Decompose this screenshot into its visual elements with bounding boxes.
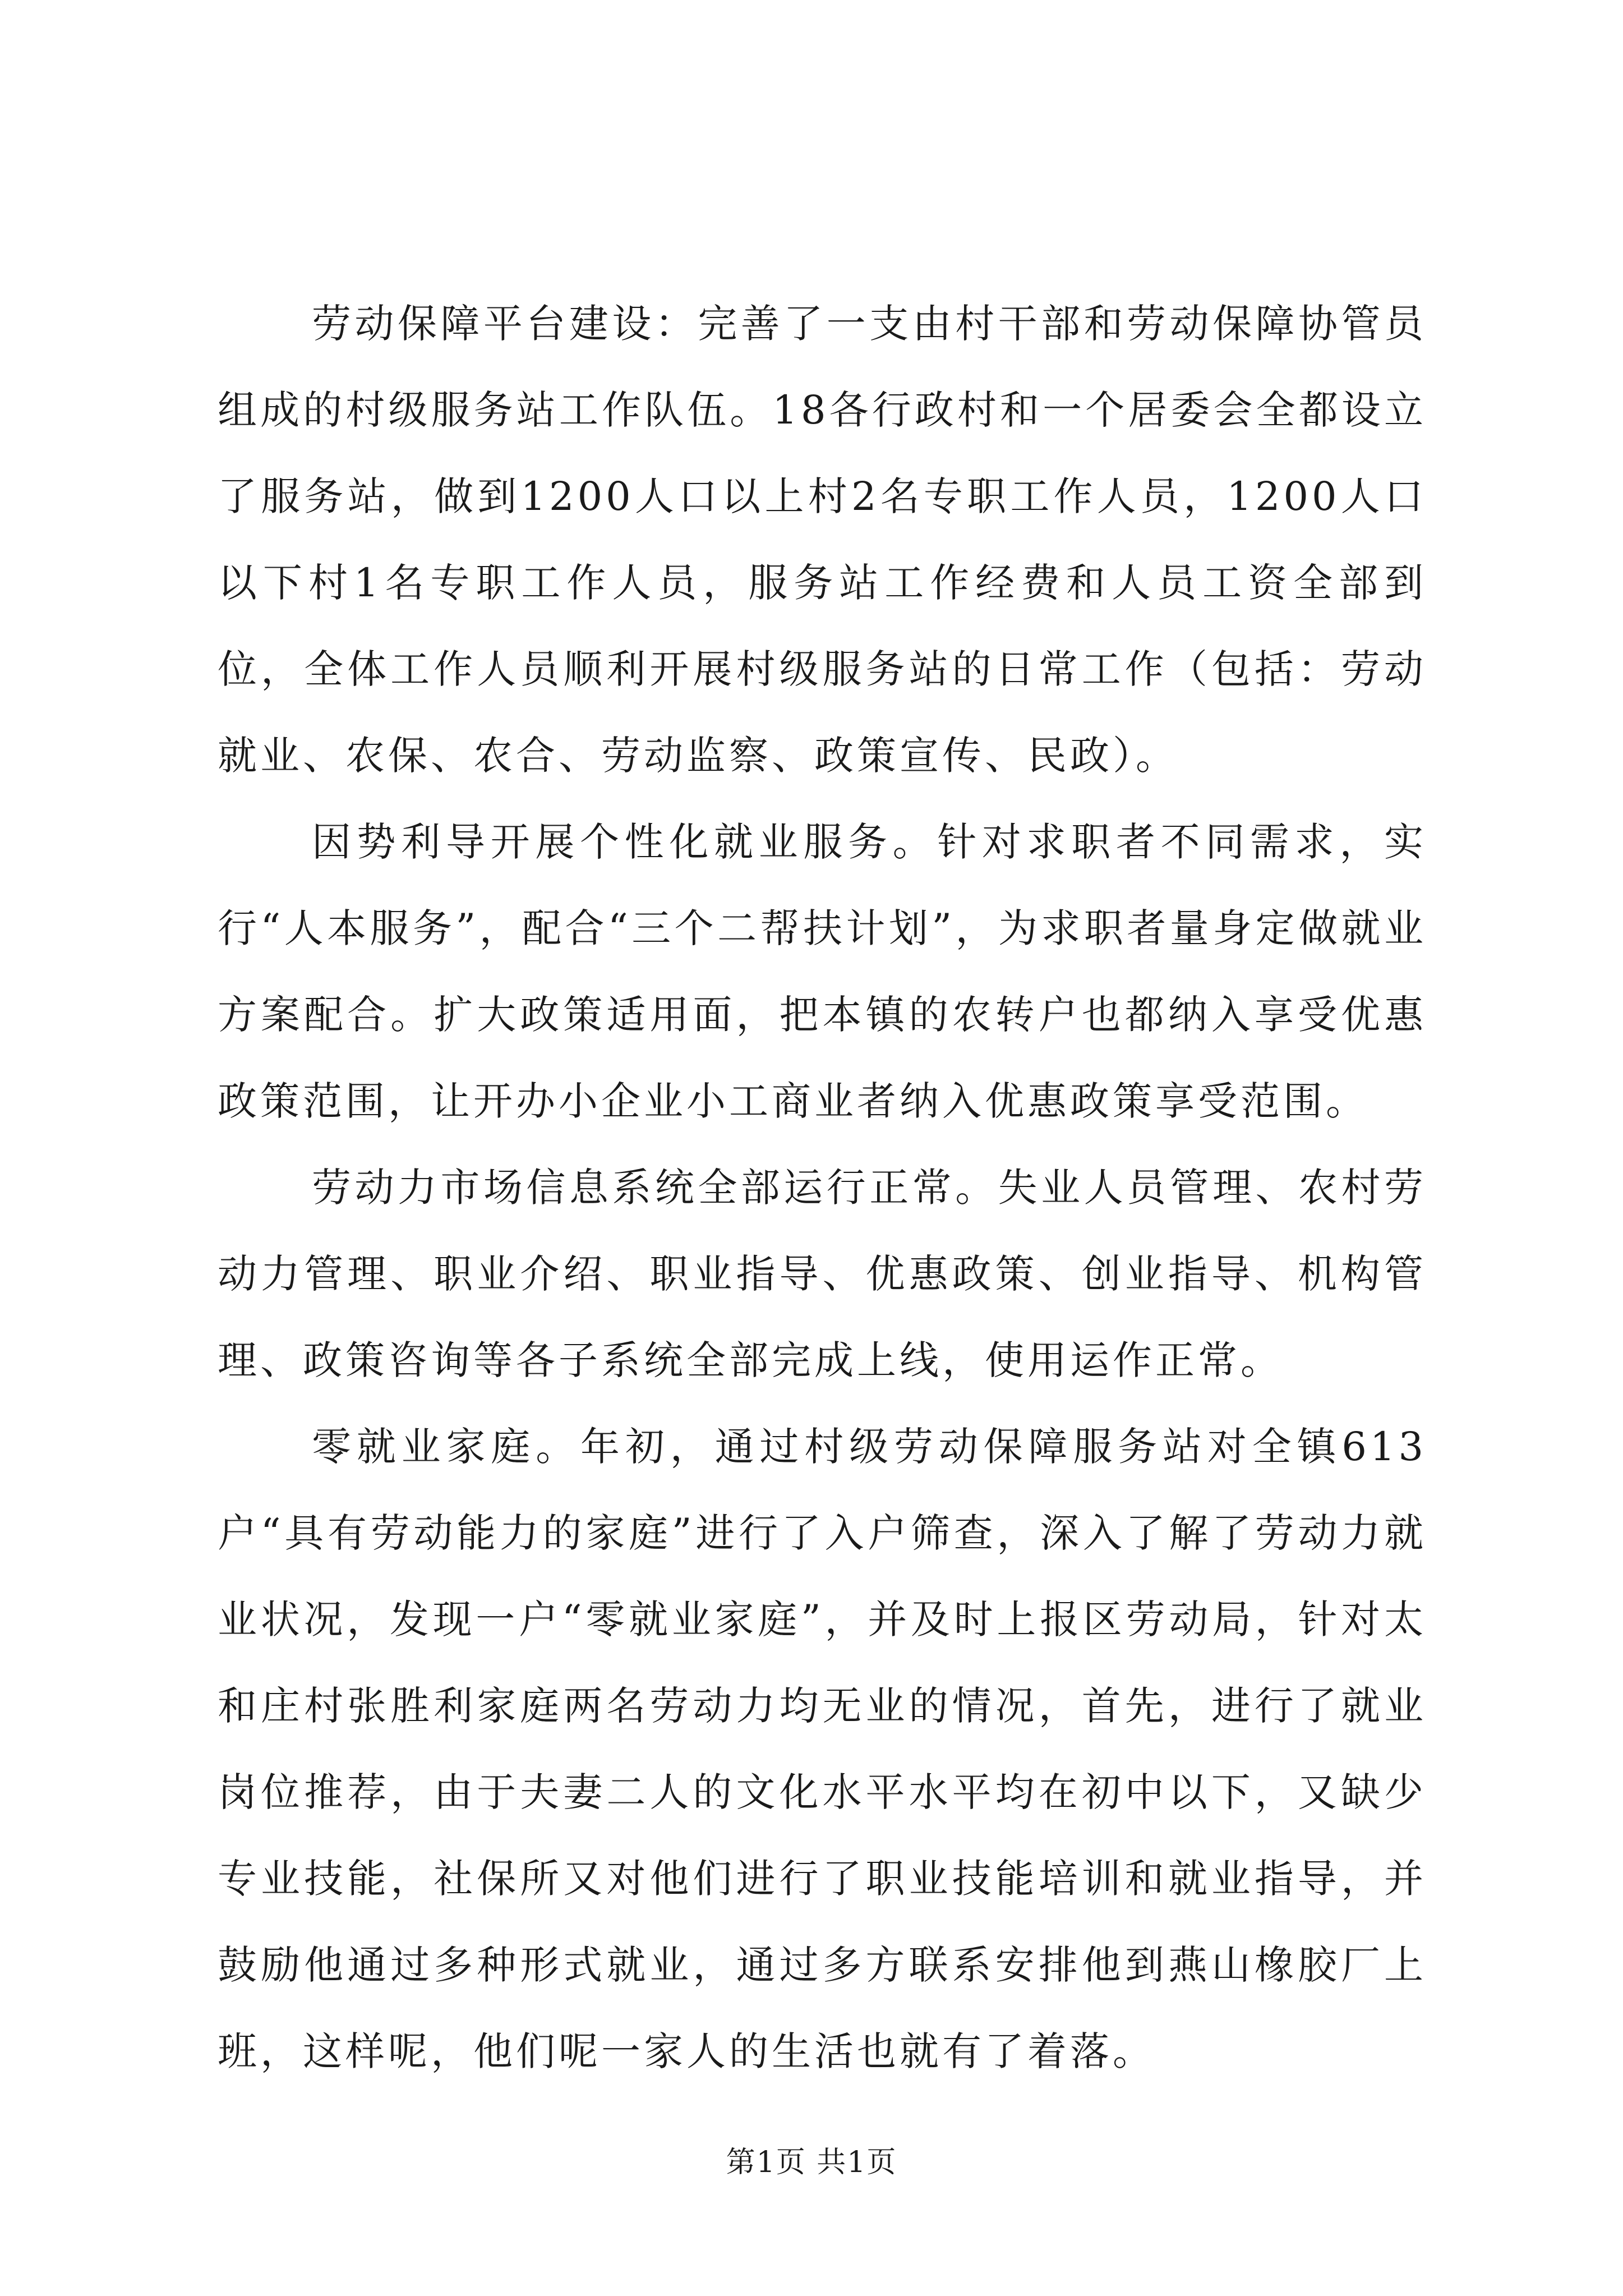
paragraph-zero-employment-family: 零就业家庭。年初，通过村级劳动保障服务站对全镇613户“具有劳动能力的家庭”进行了入户筛查，深入了解了劳动力就业状况，发现一户“零就业家庭”，并及时上报区劳动局，针对太和庄村张胜利家庭两名劳动力均无业的情况，首先，进行了就业岗位推荐，由于夫妻二人的文化水平水平均在初中以下，又缺少专业技能，社保所又对他们进行了职业技能培训和就业指导，并鼓励他通过多种形式就业，通过多方联系安排他到燕山橡胶厂上班，这样呢，他们呢一家人的生活也就有了着落。 [218,1424,1427,2074]
document-body [218,280,1427,2095]
paragraph-personalized-employment-service: 因势利导开展个性化就业服务。针对求职者不同需求，实行“人本服务”，配合“三个二帮扶计划”，为求职者量身定做就业方案配合。扩大政策适用面，把本镇的农转户也都纳入享受优惠政策范围，让开办小企业小工商业者纳入优惠政策享受范围。 [218,819,1427,1124]
paragraph-labor-security-platform: 劳动保障平台建设：完善了一支由村干部和劳动保障协管员组成的村级服务站工作队伍。18各行政村和一个居委会全都设立了服务站，做到1200人口以上村2名专职工作人员，1200人口以下村1名专职工作人员，服务站工作经费和人员工资全部到位，全体工作人员顺利开展村级服务站的日常工作（包括：劳动就业、农保、农合、劳动监察、政策宣传、民政）。 [218,301,1427,779]
paragraph-labor-market-information-system: 劳动力市场信息系统全部运行正常。失业人员管理、农村劳动力管理、职业介绍、职业指导、优惠政策、创业指导、机构管理、政策咨询等各子系统全部完成上线，使用运作正常。 [218,1165,1427,1383]
page-number-footer: 第1页 共1页 [726,2146,897,2179]
